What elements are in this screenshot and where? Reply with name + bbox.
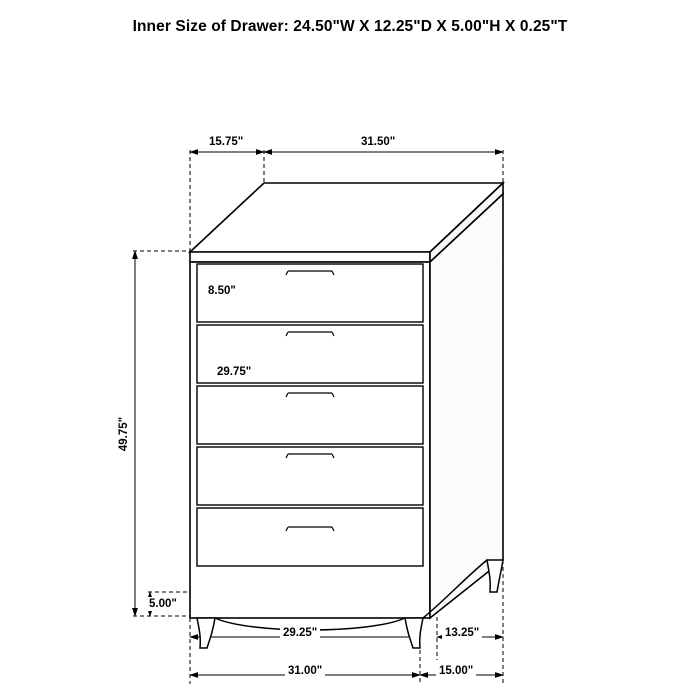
dim-drawer-front-width: 29.75" xyxy=(214,365,254,379)
leg-front-right xyxy=(405,618,423,648)
page-title: Inner Size of Drawer: 24.50"W X 12.25"D X 5.00"H X 0.25"T xyxy=(132,18,568,35)
dim-top-width: 31.50" xyxy=(358,135,398,149)
chest-top-edge xyxy=(190,252,430,262)
dim-base-front-width: 29.25" xyxy=(280,626,320,640)
chest-side-face xyxy=(430,194,503,618)
drawer-front-4[interactable] xyxy=(197,447,423,505)
dim-top-depth: 15.75" xyxy=(206,135,246,149)
leg-front-left xyxy=(197,618,215,648)
dim-drawer-height: 8.50" xyxy=(205,284,239,298)
dim-side-overall-depth: 15.00" xyxy=(436,664,476,678)
leg-back-right xyxy=(487,560,503,592)
dim-side-base-depth: 13.25" xyxy=(442,626,482,640)
dim-total-height: 49.75" xyxy=(117,401,131,467)
drawer-fronts xyxy=(197,264,423,566)
dim-leg-height: 5.00" xyxy=(146,597,180,611)
drawer-front-5[interactable] xyxy=(197,508,423,566)
chest-body xyxy=(190,183,503,648)
dim-base-overall-width: 31.00" xyxy=(285,664,325,678)
drawer-front-3[interactable] xyxy=(197,386,423,444)
